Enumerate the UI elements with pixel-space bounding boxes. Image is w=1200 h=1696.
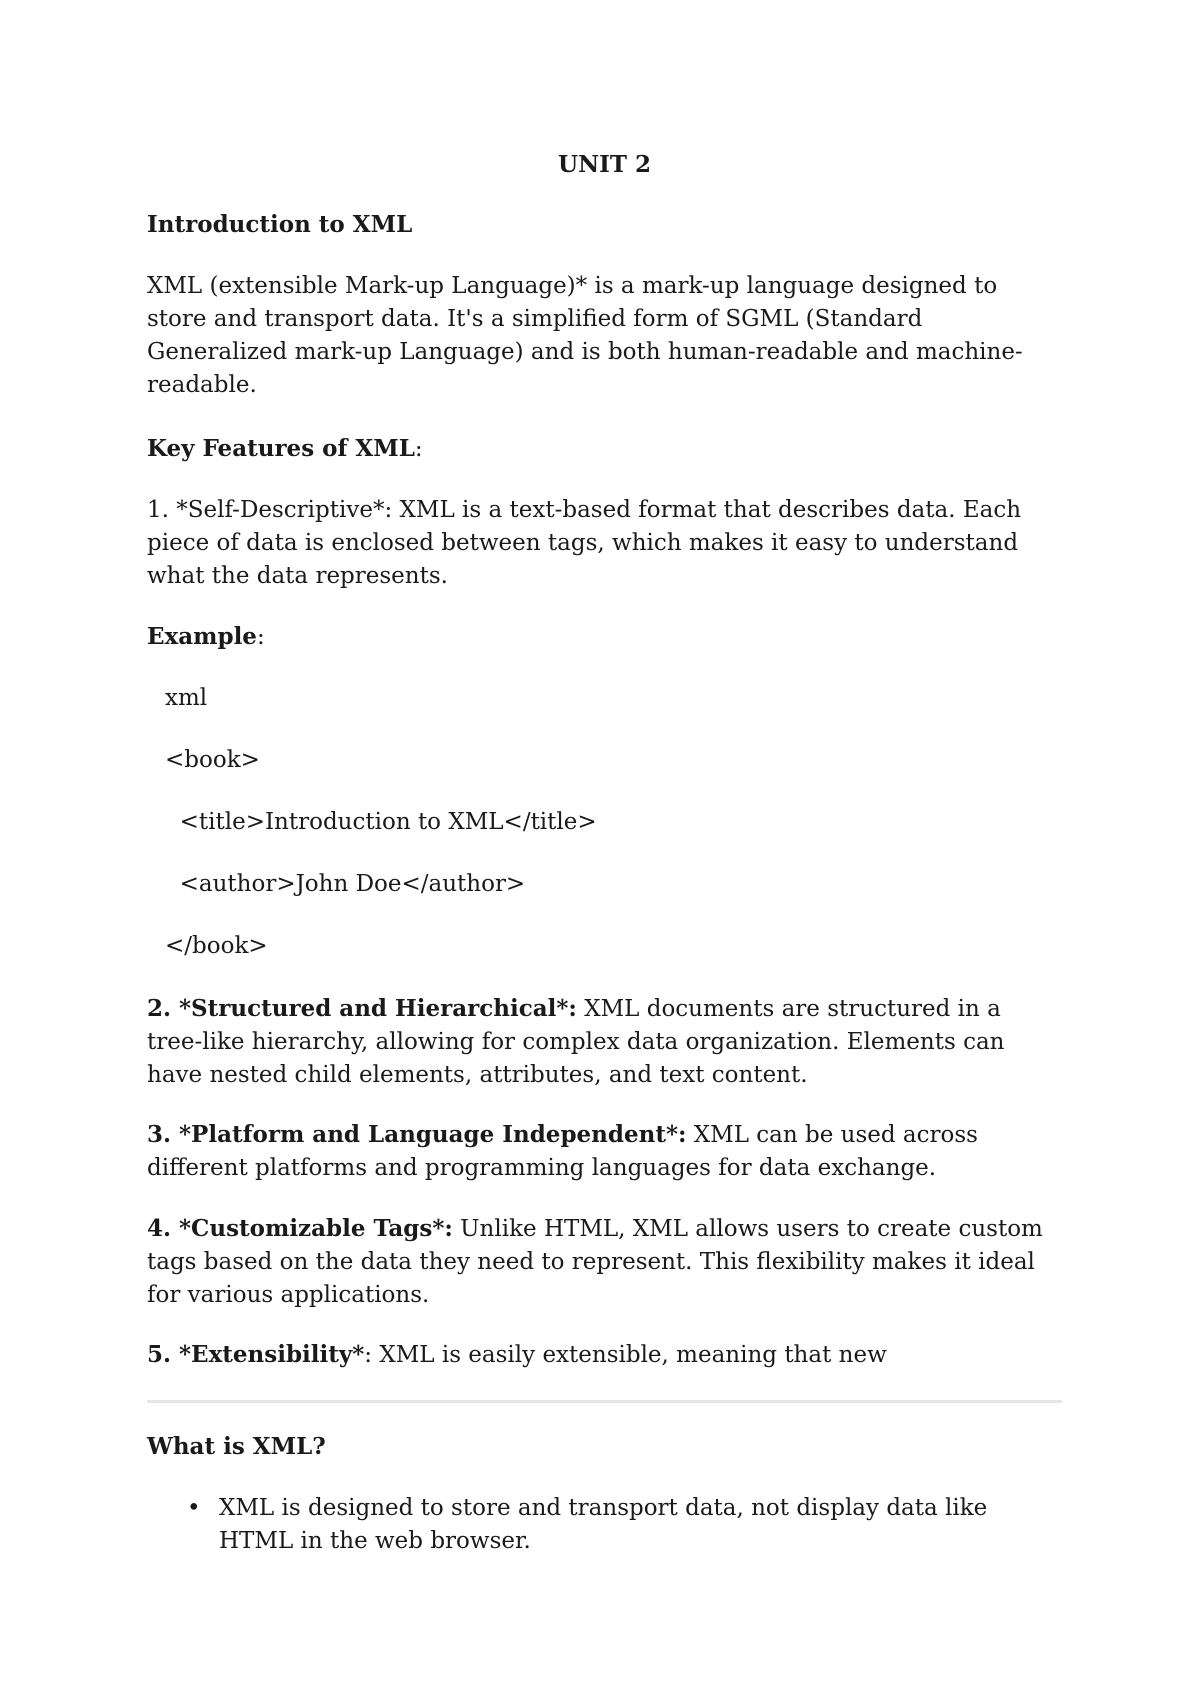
feature-2-label: 2. *Structured and Hierarchical*: — [147, 995, 577, 1022]
unit-title: UNIT 2 — [558, 151, 651, 178]
feature-1-text: : XML is a text-based format that describes data. Each piece of data is enclosed between tags, which makes it easy to understand what the data represents. — [147, 497, 1022, 589]
features-heading — [147, 432, 423, 466]
feature-1-label: 1. *Self-Descriptive* — [147, 497, 385, 523]
feature-4-label: 4. *Customizable Tags*: — [147, 1215, 453, 1242]
example-colon: : — [256, 624, 265, 650]
code-line-2: <book> — [165, 747, 260, 773]
section-divider — [147, 1400, 1062, 1403]
example-label: Example — [147, 623, 257, 650]
code-line-3: <title>Introduction to XML</title> — [165, 809, 597, 835]
feature-2-text: XML documents are structured in a tree-like hierarchy, allowing for complex data organization. Elements can have nested child elements, attributes, and text content. — [147, 996, 1005, 1088]
code-line-5: </book> — [165, 933, 268, 959]
feature-4 — [147, 1212, 1062, 1312]
intro-heading: Introduction to XML — [147, 211, 413, 238]
feature-4-text: Unlike HTML, XML allows users to create custom tags based on the data they need to represent. This flexibility makes it ideal for various applications. — [147, 1216, 1043, 1308]
bullet-dot: • — [187, 1495, 201, 1521]
feature-1 — [147, 494, 1062, 593]
feature-2 — [147, 992, 1062, 1092]
what-is-xml-heading: What is XML? — [147, 1433, 326, 1460]
feature-3 — [147, 1118, 1062, 1185]
bullet-item-1: XML is designed to store and transport data, not display data like HTML in the web browser. — [219, 1495, 988, 1554]
feature-3-text: XML can be used across different platforms and programming languages for data exchange. — [147, 1122, 978, 1181]
features-heading-text: Key Features of XML — [147, 435, 415, 462]
intro-paragraph: XML (extensible Mark-up Language)* is a mark-up language designed to store and transport data. It's a simplified form of SGML (Standard Generalized mark-up Language) and is both human-readable and machine-readable. — [147, 273, 1023, 398]
code-line-4: <author>John Doe</author> — [165, 871, 526, 897]
features-heading-colon: : — [414, 436, 423, 462]
feature-5-label: 5. *Extensibility* — [147, 1341, 365, 1368]
feature-5-text: : XML is easily extensible, meaning that new — [364, 1342, 887, 1368]
feature-5 — [147, 1338, 1062, 1372]
feature-3-label: 3. *Platform and Language Independent*: — [147, 1121, 687, 1148]
example-heading — [147, 620, 265, 654]
code-line-1: xml — [165, 685, 208, 711]
